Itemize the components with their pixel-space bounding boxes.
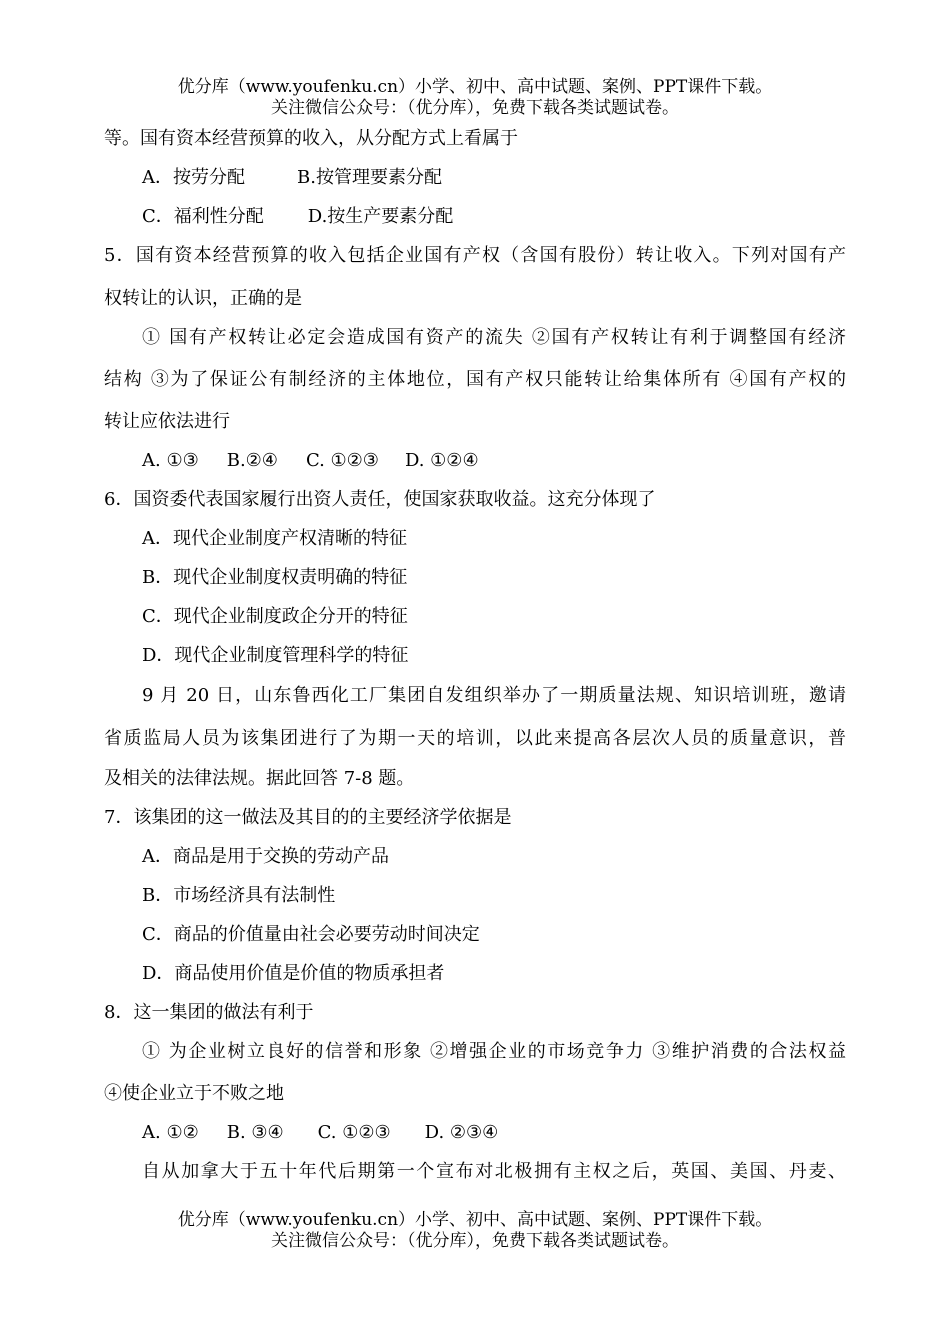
q6-option-c: C．现代企业制度政企分开的特征 [142,606,408,627]
q8-options [0,1121,950,1145]
q7-option-b: B．市场经济具有法制性 [142,885,336,906]
q5-stem-line-2: 权转让的认识，正确的是 [104,288,302,309]
q8-statements-line-1: ① 为企业树立良好的信誉和形象 ②增强企业的市场竞争力 ③维护消费的合法权益 [142,1041,846,1062]
q6-option-d: D．现代企业制度管理科学的特征 [142,645,409,666]
page-header [0,77,950,119]
q5-option-d: D. ①②④ [404,450,479,471]
footer-line-1: 优分库（www.youfenku.cn）小学、初中、高中试题、案例、PPT课件下载。 [177,1210,773,1230]
q6-option-a: A．现代企业制度产权清晰的特征 [142,528,407,549]
q5-option-a: A. ①③ [142,450,199,471]
q5-option-c: C. ①②③ [305,450,379,471]
header-line-2: 关注微信公众号：（优分库），免费下载各类试题试卷。 [271,98,679,118]
q7-option-c: C．商品的价值量由社会必要劳动时间决定 [142,924,480,945]
q5-options [0,449,950,473]
q4-option-c: C．福利性分配 [142,206,264,227]
q6-option-b: B．现代企业制度权责明确的特征 [142,567,408,588]
q5-stem-line-1: 5．国有资本经营预算的收入包括企业国有产权（含国有股份）转让收入。下列对国有产 [104,245,846,266]
q7-stem: 7．该集团的这一做法及其目的的主要经济学依据是 [104,807,512,828]
page-footer [0,1210,950,1252]
q4-stem-continued: 等。国有资本经营预算的收入，从分配方式上看属于 [104,128,518,149]
q4-options-row-2 [0,205,950,229]
material-7-8-line-1: 9 月 20 日，山东鲁西化工厂集团自发组织举办了一期质量法规、知识培训班，邀请 [142,685,846,706]
q4-options-row-1 [0,166,950,190]
material-next-line-1: 自从加拿大于五十年代后期第一个宣布对北极拥有主权之后，英国、美国、丹麦、 [142,1161,846,1182]
q8-stem: 8．这一集团的做法有利于 [104,1002,314,1023]
material-7-8-line-3: 及相关的法律法规。据此回答 7-8 题。 [104,768,415,789]
q5-statements-line-3: 转让应依法进行 [104,411,230,432]
q7-option-d: D．商品使用价值是价值的物质承担者 [142,963,445,984]
q7-option-a: A．商品是用于交换的劳动产品 [142,846,389,867]
q8-option-c: C. ①②③ [317,1122,391,1143]
q4-option-a: A．按劳分配 [142,167,245,188]
q4-option-b: B.按管理要素分配 [297,167,442,188]
q5-option-b: B.②④ [226,450,278,471]
q8-option-d: D. ②③④ [424,1122,499,1143]
q6-stem: 6．国资委代表国家履行出资人责任，使国家获取收益。这充分体现了 [104,489,656,510]
q8-option-b: B. ③④ [226,1122,284,1143]
footer-line-2: 关注微信公众号：（优分库），免费下载各类试题试卷。 [271,1231,679,1251]
header-line-1: 优分库（www.youfenku.cn）小学、初中、高中试题、案例、PPT课件下载。 [177,77,773,97]
q5-statements-line-1: ① 国有产权转让必定会造成国有资产的流失 ②国有产权转让有利于调整国有经济 [142,327,846,348]
q5-statements-line-2: 结构 ③为了保证公有制经济的主体地位，国有产权只能转让给集体所有 ④国有产权的 [104,369,846,390]
material-7-8-line-2: 省质监局人员为该集团进行了为期一天的培训，以此来提高各层次人员的质量意识，普 [104,728,846,749]
q8-option-a: A. ①② [142,1122,199,1143]
q8-statements-line-2: ④使企业立于不败之地 [104,1083,284,1104]
q4-option-d: D.按生产要素分配 [307,206,454,227]
